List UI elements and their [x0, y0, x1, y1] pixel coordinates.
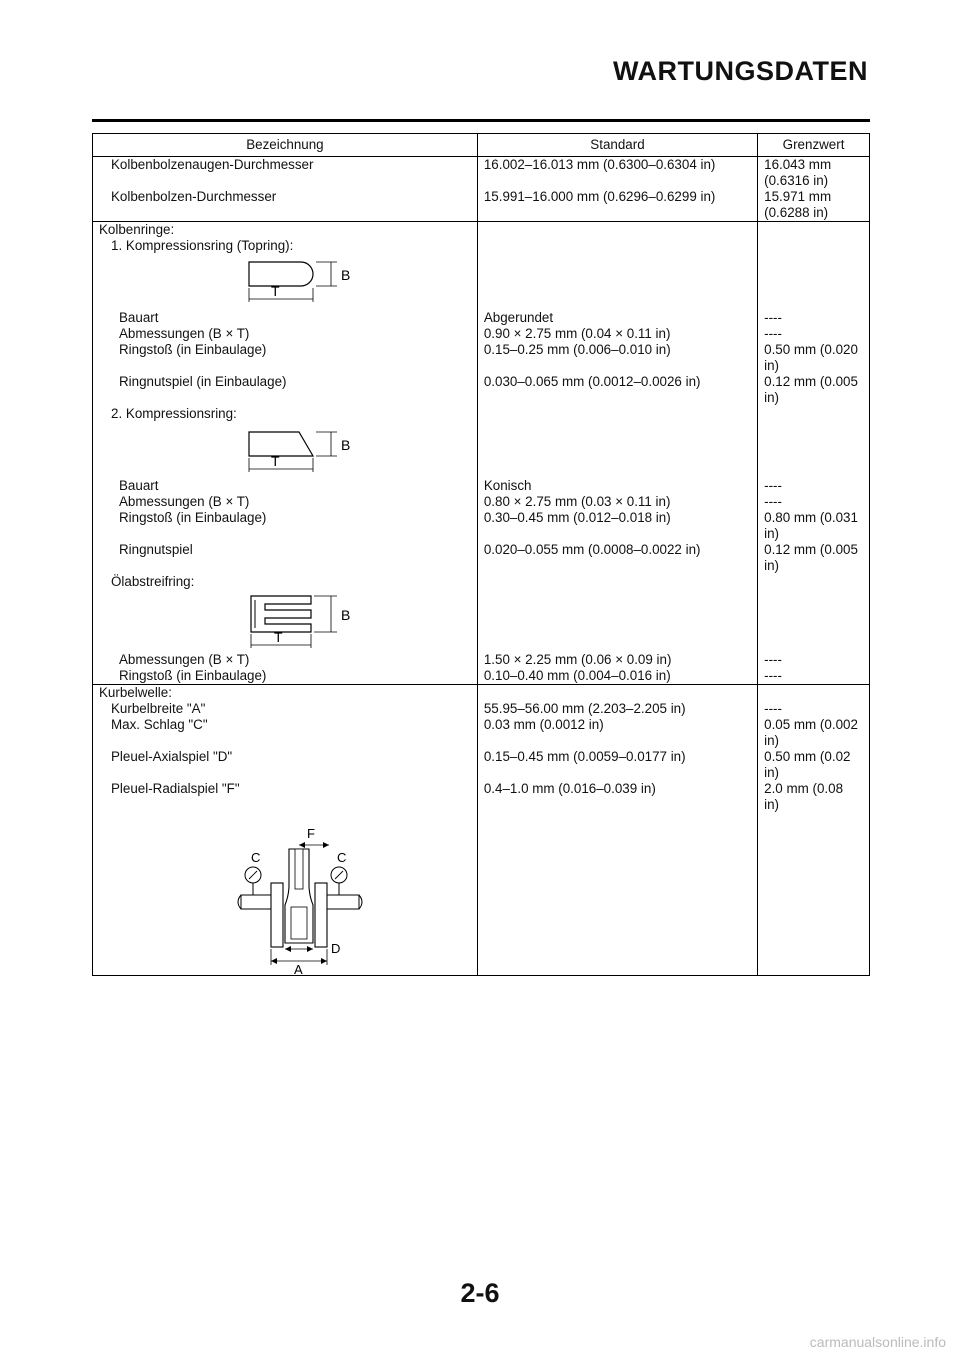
section-heading: Kurbelwelle:	[93, 685, 478, 702]
row-limit: ----	[758, 701, 870, 717]
row-label: Bauart	[93, 478, 478, 494]
table-row	[93, 510, 870, 542]
page-number: 2-6	[460, 1278, 500, 1308]
spec-table	[92, 133, 870, 976]
row-standard: Abgerundet	[477, 310, 757, 326]
section-heading-row	[93, 222, 870, 239]
row-standard: 0.03 mm (0.0012 in)	[477, 717, 757, 749]
second-ring-diagram	[241, 422, 401, 478]
table-row	[93, 310, 870, 326]
svg-text:B: B	[341, 607, 351, 623]
row-limit: ----	[758, 478, 870, 494]
row-label: Bauart	[93, 310, 478, 326]
ring2-title: 2. Kompressionsring:	[93, 406, 478, 422]
row-limit: 16.043 mm (0.6316 in)	[758, 157, 870, 190]
row-limit: 0.12 mm (0.005 in)	[758, 542, 870, 574]
diagram-row	[93, 422, 870, 478]
row-standard: 0.020–0.055 mm (0.0008–0.0022 in)	[477, 542, 757, 574]
row-limit: ----	[758, 652, 870, 668]
row-standard: 0.15–0.25 mm (0.006–0.010 in)	[477, 342, 757, 374]
table-row	[93, 668, 870, 685]
row-label: Ringstoß (in Einbaulage)	[93, 342, 478, 374]
section-heading-row	[93, 685, 870, 702]
diagram-row	[93, 813, 870, 976]
row-limit: 0.12 mm (0.005 in)	[758, 374, 870, 406]
row-limit: 2.0 mm (0.08 in)	[758, 781, 870, 813]
row-label: Pleuel-Radialspiel "F"	[93, 781, 478, 813]
diagram-row	[93, 254, 870, 310]
row-limit: ----	[758, 494, 870, 510]
subsection-row	[93, 406, 870, 422]
row-label: Kolbenbolzen-Durchmesser	[93, 189, 478, 222]
ring1-title: 1. Kompressionsring (Topring):	[93, 238, 478, 254]
row-standard: 0.30–0.45 mm (0.012–0.018 in)	[477, 510, 757, 542]
svg-text:D: D	[331, 941, 341, 956]
table-row	[93, 342, 870, 374]
row-standard: 15.991–16.000 mm (0.6296–0.6299 in)	[477, 189, 757, 222]
table-row	[93, 542, 870, 574]
header-standard: Standard	[477, 134, 757, 157]
row-standard: 0.4–1.0 mm (0.016–0.039 in)	[477, 781, 757, 813]
diagram-row	[93, 590, 870, 652]
row-standard: Konisch	[477, 478, 757, 494]
table-row	[93, 652, 870, 668]
top-ring-diagram	[241, 254, 401, 310]
row-limit: 0.50 mm (0.020 in)	[758, 342, 870, 374]
table-row	[93, 478, 870, 494]
row-label: Kurbelbreite "A"	[93, 701, 478, 717]
table-header-row	[93, 134, 870, 157]
table-row	[93, 157, 870, 190]
table-row	[93, 326, 870, 342]
table-row	[93, 701, 870, 717]
table-row	[93, 189, 870, 222]
crankshaft-diagram	[229, 825, 429, 975]
row-limit: 0.80 mm (0.031 in)	[758, 510, 870, 542]
row-limit: 0.50 mm (0.02 in)	[758, 749, 870, 781]
row-limit: ----	[758, 310, 870, 326]
row-label: Pleuel-Axialspiel "D"	[93, 749, 478, 781]
row-label: Abmessungen (B × T)	[93, 652, 478, 668]
header-grenzwert: Grenzwert	[758, 134, 870, 157]
svg-text:T: T	[271, 453, 280, 469]
row-standard: 0.80 × 2.75 mm (0.03 × 0.11 in)	[477, 494, 757, 510]
watermark: carmanualsonline.info	[809, 1334, 946, 1350]
row-standard: 0.030–0.065 mm (0.0012–0.0026 in)	[477, 374, 757, 406]
oil-ring-title: Ölabstreifring:	[93, 574, 478, 590]
subsection-row	[93, 238, 870, 254]
table-row	[93, 374, 870, 406]
row-limit: 0.05 mm (0.002 in)	[758, 717, 870, 749]
row-label: Abmessungen (B × T)	[93, 326, 478, 342]
page-title: WARTUNGSDATEN	[613, 56, 868, 86]
title-rule	[92, 119, 870, 122]
row-limit: ----	[758, 668, 870, 685]
row-label: Ringnutspiel	[93, 542, 478, 574]
svg-text:B: B	[341, 267, 351, 283]
svg-text:T: T	[274, 629, 283, 645]
row-limit: ----	[758, 326, 870, 342]
svg-text:B: B	[341, 437, 351, 453]
row-label: Ringnutspiel (in Einbaulage)	[93, 374, 478, 406]
svg-text:C: C	[337, 850, 347, 865]
row-label: Kolbenbolzenaugen-Durchmesser	[93, 157, 478, 190]
svg-text:T: T	[271, 283, 280, 299]
row-limit: 15.971 mm (0.6288 in)	[758, 189, 870, 222]
svg-text:A: A	[294, 962, 303, 975]
row-standard: 0.10–0.40 mm (0.004–0.016 in)	[477, 668, 757, 685]
table-row	[93, 749, 870, 781]
row-label: Abmessungen (B × T)	[93, 494, 478, 510]
row-standard: 55.95–56.00 mm (2.203–2.205 in)	[477, 701, 757, 717]
row-label: Ringstoß (in Einbaulage)	[93, 510, 478, 542]
row-label: Max. Schlag "C"	[93, 717, 478, 749]
row-standard: 16.002–16.013 mm (0.6300–0.6304 in)	[477, 157, 757, 190]
row-standard: 0.90 × 2.75 mm (0.04 × 0.11 in)	[477, 326, 757, 342]
table-row	[93, 494, 870, 510]
subsection-row	[93, 574, 870, 590]
table-row	[93, 781, 870, 813]
section-heading: Kolbenringe:	[93, 222, 478, 239]
table-row	[93, 717, 870, 749]
row-standard: 0.15–0.45 mm (0.0059–0.0177 in)	[477, 749, 757, 781]
row-label: Ringstoß (in Einbaulage)	[93, 668, 478, 685]
oil-ring-diagram	[241, 590, 401, 652]
header-bezeichnung: Bezeichnung	[93, 134, 478, 157]
svg-text:F: F	[307, 826, 315, 841]
row-standard: 1.50 × 2.25 mm (0.06 × 0.09 in)	[477, 652, 757, 668]
svg-text:C: C	[251, 850, 261, 865]
